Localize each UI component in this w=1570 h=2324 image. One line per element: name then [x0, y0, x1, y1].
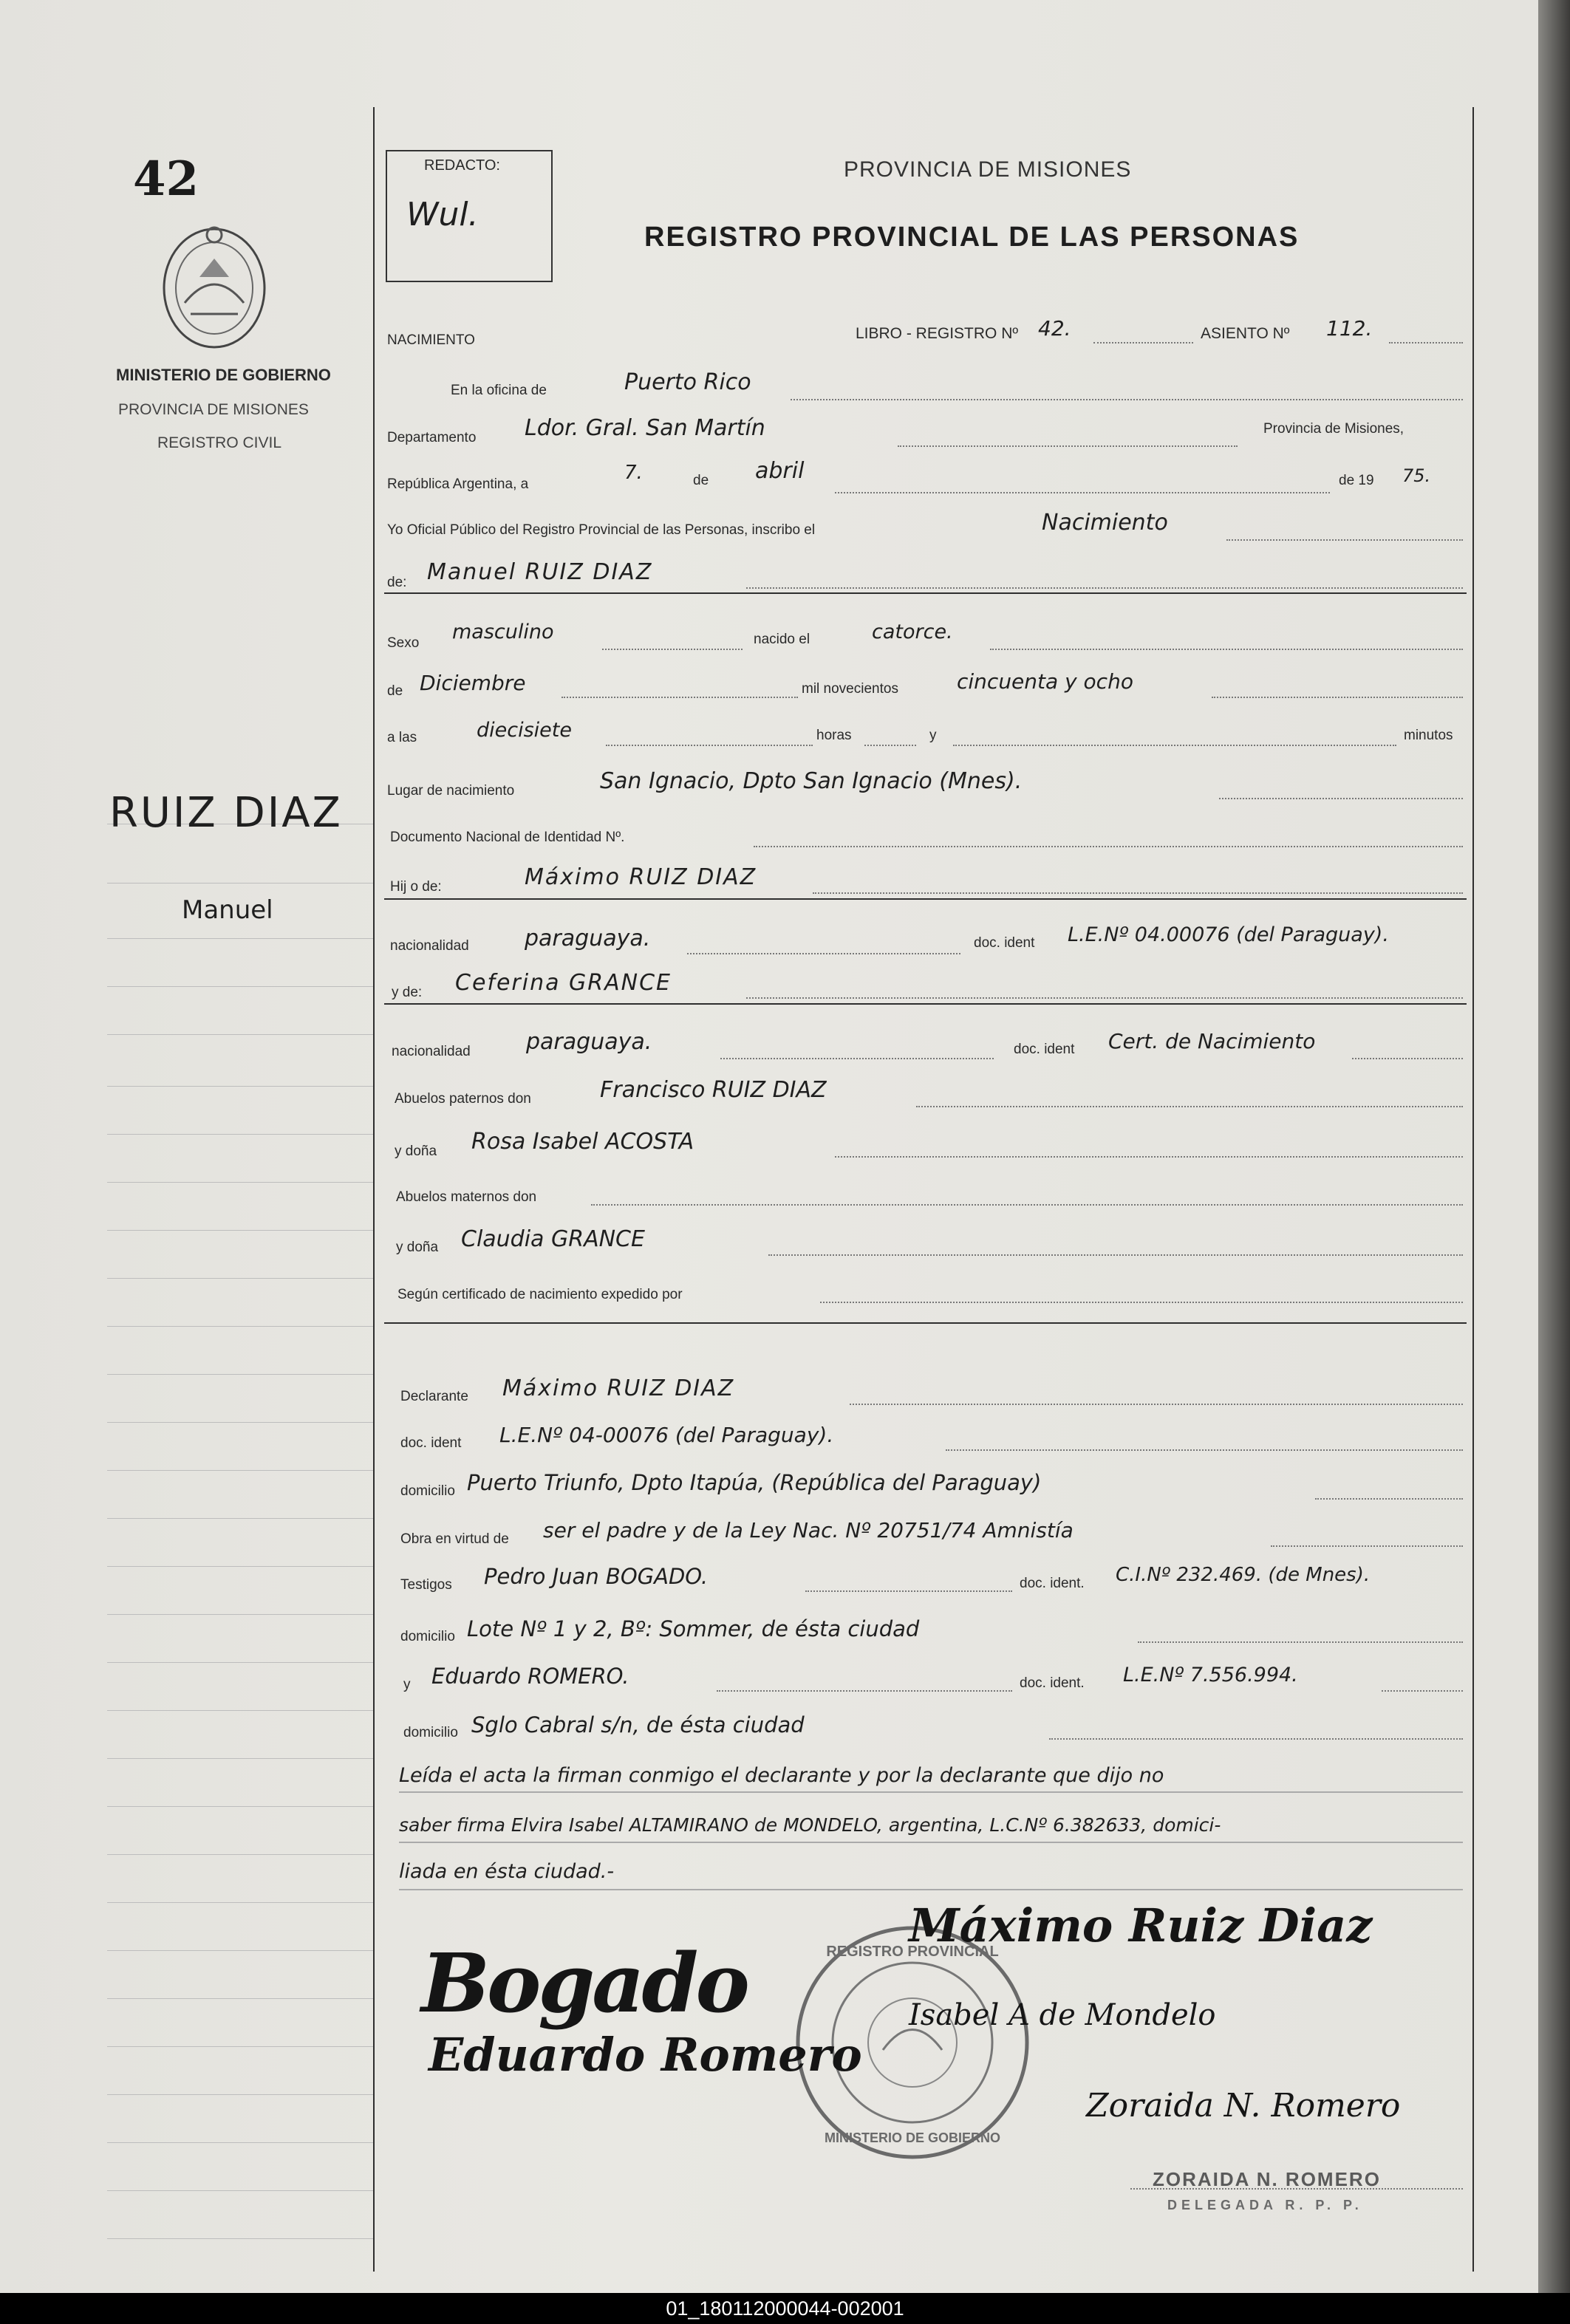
svg-text:REGISTRO PROVINCIAL: REGISTRO PROVINCIAL — [826, 1944, 999, 1960]
redacto-label: REDACTO: — [424, 157, 500, 174]
sexo-label: Sexo — [387, 635, 420, 651]
redacto-box — [386, 150, 553, 282]
testigo2-dom-value: Sglo Cabral s/n, de ésta ciudad — [471, 1712, 805, 1737]
testigo1-dom-value: Lote Nº 1 y 2, Bº: Sommer, de ésta ciudad — [467, 1616, 920, 1641]
year-prefix-label: de 19 — [1339, 473, 1374, 488]
testigo2-dom-label: domicilio — [403, 1725, 458, 1740]
nacido-label: nacido el — [754, 632, 810, 647]
right-frame-line — [1472, 107, 1474, 2272]
horas-value: diecisiete — [477, 719, 572, 742]
signature-ruego: Isabel A de Mondelo — [909, 1998, 1216, 2032]
ministry-label: MINISTERIO DE GOBIERNO — [116, 366, 331, 384]
record-type-label: NACIMIENTO — [387, 332, 475, 348]
declarante-value: Máximo RUIZ DIAZ — [502, 1375, 735, 1401]
registry-label: REGISTRO CIVIL — [157, 434, 282, 451]
margin-given-name: Manuel — [182, 895, 273, 925]
testigo2-doc-value: L.E.Nº 7.556.994. — [1123, 1664, 1298, 1686]
provincia-label: Provincia de Misiones, — [1263, 421, 1405, 437]
libro-value: 42. — [1038, 316, 1071, 341]
nota-line-3: liada en ésta ciudad.- — [399, 1860, 615, 1883]
de-label: de — [693, 473, 709, 488]
decl-domicilio-label: domicilio — [400, 1483, 455, 1499]
year-value: 75. — [1402, 465, 1431, 486]
abuelos-maternos-label: Abuelos maternos don — [396, 1189, 537, 1205]
minutos-label: minutos — [1404, 728, 1453, 743]
declarante-label: Declarante — [400, 1389, 468, 1404]
de-label-2: de: — [387, 575, 407, 590]
month-value: abril — [755, 458, 805, 484]
padre-doc-label: doc. ident — [974, 935, 1035, 951]
decl-domicilio-value: Puerto Triunfo, Dpto Itapúa, (República del Paraguay) — [467, 1470, 1042, 1495]
lugar-value: San Ignacio, Dpto San Ignacio (Mnes). — [600, 768, 1023, 794]
sexo-value: masculino — [452, 621, 554, 643]
signature-oficial: Zoraida N. Romero — [1086, 2087, 1401, 2125]
signature-declarante: Máximo Ruiz Diaz — [909, 1898, 1373, 1952]
redacto-initials: Wul. — [406, 196, 479, 233]
header-province: PROVINCIA DE MISIONES — [844, 157, 1132, 182]
abuelo-paterno-value: Francisco RUIZ DIAZ — [600, 1077, 827, 1103]
page-number: 42 — [133, 151, 199, 207]
abuelos-paternos-label: Abuelos paternos don — [395, 1091, 531, 1107]
coat-of-arms-icon — [155, 222, 273, 351]
page-title: REGISTRO PROVINCIAL DE LAS PERSONAS — [644, 222, 1300, 253]
asiento-label: ASIENTO Nº — [1201, 325, 1290, 342]
signature-testigo1: Bogado — [421, 1935, 747, 2031]
abuela-materna-value: Claudia GRANCE — [461, 1226, 645, 1252]
svg-text:MINISTERIO DE GOBIERNO: MINISTERIO DE GOBIERNO — [824, 2130, 1001, 2145]
lugar-label: Lugar de nacimiento — [387, 783, 515, 799]
signature-testigo2: Eduardo Romero — [429, 2028, 862, 2082]
madre-doc-value: Cert. de Nacimiento — [1108, 1029, 1316, 1053]
margin-surname: RUIZ DIAZ — [109, 789, 343, 837]
y-de-label: y de: — [392, 985, 423, 1000]
dona-label: y doña — [395, 1144, 437, 1159]
acto-value: Nacimiento — [1042, 510, 1168, 536]
nota-line-2: saber firma Elvira Isabel ALTAMIRANO de MONDELO, argentina, L.C.Nº 6.382633, domici- — [399, 1814, 1221, 1836]
obra-value: ser el padre y de la Ley Nac. Nº 20751/74 Amnistía — [543, 1518, 1074, 1542]
y-label: y — [929, 728, 937, 743]
decl-doc-value: L.E.Nº 04-00076 (del Paraguay). — [499, 1423, 834, 1447]
stamp-officer-name: ZORAIDA N. ROMERO — [1153, 2168, 1381, 2190]
page-shadow — [1538, 0, 1570, 2293]
padre-nac-label: nacionalidad — [390, 938, 469, 954]
y-label-2: y — [403, 1677, 411, 1692]
testigo2-doc-label: doc. ident. — [1020, 1675, 1085, 1691]
abuela-paterna-value: Rosa Isabel ACOSTA — [471, 1129, 694, 1155]
nacido-dia-value: catorce. — [872, 621, 953, 643]
dona-label-2: y doña — [396, 1240, 439, 1255]
madre-nac-label: nacionalidad — [392, 1044, 471, 1059]
testigo1-doc-value: C.I.Nº 232.469. (de Mnes). — [1116, 1564, 1371, 1586]
testigos-label: Testigos — [400, 1577, 452, 1593]
padre-nac-value: paraguaya. — [525, 926, 651, 951]
libro-label: LIBRO - REGISTRO Nº — [856, 325, 1019, 342]
novecientos-label: mil novecientos — [802, 681, 898, 697]
nacido-anio-value: cincuenta y ocho — [957, 669, 1133, 694]
decl-doc-label: doc. ident — [400, 1435, 462, 1451]
madre-value: Ceferina GRANCE — [455, 970, 672, 996]
departamento-value: Ldor. Gral. San Martín — [525, 415, 765, 441]
horas-label: horas — [816, 728, 852, 743]
file-caption: 01_180112000044-002001 — [0, 2293, 1570, 2324]
oficial-label: Yo Oficial Público del Registro Provincial de las Personas, inscribo el — [387, 522, 816, 538]
madre-doc-label: doc. ident — [1014, 1042, 1075, 1057]
dni-label: Documento Nacional de Identidad Nº. — [390, 830, 625, 845]
left-margin-line — [373, 107, 375, 2272]
testigo1-value: Pedro Juan BOGADO. — [484, 1564, 709, 1589]
nombre-value: Manuel RUIZ DIAZ — [427, 559, 653, 585]
testigo1-doc-label: doc. ident. — [1020, 1576, 1085, 1591]
asiento-value: 112. — [1326, 316, 1373, 341]
padre-doc-value: L.E.Nº 04.00076 (del Paraguay). — [1068, 923, 1389, 946]
testigo2-value: Eduardo ROMERO. — [431, 1664, 629, 1689]
province-label: PROVINCIA DE MISIONES — [118, 401, 309, 418]
nota-line-1: Leída el acta la firman conmigo el declarante y por la declarante que dijo no — [399, 1764, 1164, 1787]
obra-label: Obra en virtud de — [400, 1531, 509, 1547]
certificado-label: Según certificado de nacimiento expedido por — [397, 1287, 683, 1302]
testigo1-dom-label: domicilio — [400, 1629, 455, 1644]
oficina-value: Puerto Rico — [624, 369, 751, 395]
hijo-label: Hij o de: — [390, 879, 442, 895]
a-las-label: a las — [387, 730, 417, 745]
de-label-3: de — [387, 683, 403, 699]
madre-nac-value: paraguaya. — [526, 1029, 652, 1055]
republica-label: República Argentina, a — [387, 476, 529, 492]
padre-value: Máximo RUIZ DIAZ — [525, 864, 757, 890]
departamento-label: Departamento — [387, 430, 477, 445]
nacido-mes-value: Diciembre — [420, 671, 526, 695]
day-value: 7. — [624, 462, 643, 484]
oficina-label: En la oficina de — [451, 383, 547, 398]
stamp-officer-title: DELEGADA R. P. P. — [1167, 2198, 1363, 2212]
